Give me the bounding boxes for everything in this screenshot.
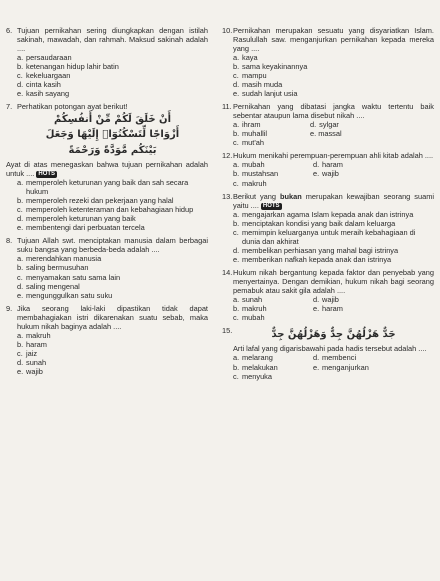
option-letter: d. bbox=[233, 246, 240, 255]
question-number: 14. bbox=[222, 268, 233, 278]
question-stem bbox=[17, 236, 208, 254]
question-stem bbox=[17, 26, 208, 53]
option-b bbox=[233, 129, 434, 138]
option-letter: a. bbox=[233, 353, 240, 363]
option-letter: a. bbox=[233, 209, 240, 219]
option-a bbox=[233, 160, 313, 169]
question-head bbox=[6, 26, 208, 53]
option-e bbox=[233, 89, 434, 98]
option-text: memperoleh rezeki dan pekerjaan yang halal bbox=[26, 196, 174, 206]
question-10 bbox=[222, 26, 434, 98]
stem-text: merupakan kewajiban seorang suami yaitu .... bbox=[233, 191, 434, 210]
option-e bbox=[17, 223, 208, 232]
hots-badge: HOTS bbox=[38, 170, 56, 177]
option-c bbox=[17, 273, 208, 282]
option-letter: a. bbox=[233, 160, 240, 170]
option-letter: c. bbox=[233, 313, 239, 323]
option-e bbox=[17, 89, 208, 98]
option-b bbox=[233, 219, 434, 228]
question-stem bbox=[17, 102, 208, 111]
option-e bbox=[17, 367, 208, 376]
option-text: mengajarkan agama Islam kepada anak dan istrinya bbox=[242, 209, 414, 219]
option-letter: c. bbox=[233, 227, 239, 237]
option-letter: a. bbox=[17, 53, 24, 63]
option-empty bbox=[313, 372, 393, 381]
stem-text: Berikut yang bbox=[233, 191, 281, 201]
question-number: 13. bbox=[222, 191, 233, 201]
stem-text: Tujuan Allah swt. menciptakan manusia dalam berbagai suku bangsa yang berbeda-beda adalah .... bbox=[17, 236, 208, 255]
option-text: persaudaraan bbox=[26, 53, 72, 63]
question-stem bbox=[233, 268, 434, 295]
option-letter: e. bbox=[233, 89, 240, 99]
option-e bbox=[17, 291, 208, 300]
question-number: 8. bbox=[6, 236, 13, 246]
option-letter: d. bbox=[17, 281, 24, 291]
option-letter: e. bbox=[313, 362, 320, 372]
option-a bbox=[233, 353, 313, 362]
option-letter: a. bbox=[17, 178, 24, 188]
option-a bbox=[233, 210, 434, 219]
question-number: 12. bbox=[222, 151, 233, 161]
option-letter: e. bbox=[17, 89, 24, 99]
question-14 bbox=[222, 268, 434, 322]
option-e: e. massal bbox=[310, 129, 342, 139]
option-d bbox=[17, 80, 208, 89]
option-b bbox=[17, 263, 208, 272]
stem-text: Arti lafal yang digarisbawahi pada hadis tersebut adalah .... bbox=[233, 344, 427, 354]
option-a bbox=[17, 178, 208, 196]
option-letter: b. bbox=[233, 218, 240, 228]
option-letter: c. bbox=[233, 71, 239, 81]
option-letter: b. bbox=[233, 62, 240, 72]
stem-text: Pernikahan yang dibatasi jangka waktu tertentu baik sebentar ataupun lama disebut nikah .... bbox=[233, 102, 434, 121]
option-text: memperoleh keturunan yang baik dan sah secara hukum bbox=[26, 178, 189, 197]
option-a bbox=[233, 53, 434, 62]
option-letter: a. bbox=[17, 330, 24, 340]
option-text: kasih sayang bbox=[26, 89, 70, 99]
option-letter: e. bbox=[17, 366, 24, 376]
stem-text: Hukum menikahi perempuan-perempuan ahli kitab adalah .... bbox=[233, 151, 434, 161]
option-text: ketenangan hidup lahir batin bbox=[26, 62, 119, 72]
option-letter: a. bbox=[233, 295, 240, 305]
stem-bold: bukan bbox=[280, 191, 302, 201]
arabic-verse-line: ﺃَﻥْ ﺧَﻠَﻖَ ﻟَﻜُﻢْ ﻣِّﻦْ ﺃَﻧﻔُﺴِﻜُﻢْ bbox=[53, 114, 171, 126]
option-text bbox=[322, 313, 393, 322]
option-grid bbox=[222, 353, 434, 380]
question-11 bbox=[222, 102, 434, 147]
option-c bbox=[17, 205, 208, 214]
question-head bbox=[222, 26, 434, 53]
option-text: haram bbox=[322, 304, 343, 314]
question-12 bbox=[222, 151, 434, 187]
option-text: haram bbox=[322, 160, 343, 170]
question-head bbox=[222, 151, 434, 160]
option-empty bbox=[313, 313, 393, 322]
option-b bbox=[233, 62, 434, 71]
option-text: memimpin keluarganya untuk meraih kebahagiaan di dunia dan akhirat bbox=[242, 227, 416, 246]
stem-after-verse: Ayat di atas menegaskan bahwa tujuan pernikahan adalah untuk .... HOTS bbox=[6, 159, 208, 178]
stem-text: Tujuan pernikahan sering diungkapkan dengan istilah sakinah, mawadah, dan rahmah. Maksud sakinah adalah .... bbox=[17, 26, 208, 54]
option-a bbox=[17, 53, 208, 62]
option-letter: b. bbox=[233, 169, 240, 179]
question-head bbox=[222, 268, 434, 295]
option-text: muhallil bbox=[242, 129, 268, 139]
left-column bbox=[6, 26, 208, 380]
option-text: melakukan bbox=[242, 362, 278, 372]
option-letter: d. bbox=[313, 160, 320, 170]
question-stem bbox=[233, 26, 434, 53]
question-head bbox=[6, 304, 208, 331]
question-number: 7. bbox=[6, 102, 13, 112]
option-letter: e. bbox=[313, 304, 320, 314]
option-text: mubah bbox=[242, 160, 265, 170]
option-text: memperoleh keturunan yang baik bbox=[26, 214, 136, 224]
option-letter: c. bbox=[17, 71, 23, 81]
option-letter: e. bbox=[17, 223, 24, 233]
option-text: saling bermusuhan bbox=[26, 263, 89, 273]
option-letter: b. bbox=[233, 129, 240, 139]
option-text: memberikan nafkah kepada anak dan istrinya bbox=[242, 255, 392, 265]
option-text: sama keyakinannya bbox=[242, 62, 308, 72]
question-8 bbox=[6, 236, 208, 299]
option-letter: d. bbox=[17, 214, 24, 224]
option-text: mampu bbox=[242, 71, 267, 81]
hots-badge: HOTS bbox=[262, 202, 280, 209]
option-b bbox=[17, 62, 208, 71]
option-list bbox=[6, 178, 208, 232]
option-letter: d. bbox=[313, 295, 320, 305]
option-e bbox=[233, 255, 434, 264]
option-text: menganjurkan bbox=[322, 362, 369, 372]
option-c bbox=[233, 71, 434, 80]
option-c bbox=[233, 313, 313, 322]
option-text bbox=[322, 179, 393, 188]
stem-text: Jika seorang laki-laki dipastikan tidak dapat membahagiakan istri dikarenakan suatu sebab, maka hukum nikah baginya adalah .... bbox=[17, 303, 208, 331]
option-text: wajib bbox=[322, 169, 339, 179]
option-letter: a. bbox=[233, 53, 240, 63]
option-text: sylgar bbox=[319, 120, 339, 130]
option-text: haram bbox=[26, 339, 47, 349]
option-text: mut'ah bbox=[242, 138, 264, 148]
option-letter: b. bbox=[17, 62, 24, 72]
question-stem bbox=[17, 304, 208, 331]
option-b bbox=[233, 363, 313, 372]
option-letter: c. bbox=[233, 371, 239, 381]
option-empty bbox=[313, 179, 393, 188]
question-stem bbox=[233, 151, 434, 160]
question-head bbox=[222, 192, 434, 210]
arabic-hadith: ﺟَﺪٌّ ﻫَﺰْﻟُﻬُﻦَّ ﺟِﺪٌّ ﻭَﻫَﺰْﻟُﻬُﻦَّ ﺟِﺪٌّ bbox=[271, 329, 396, 341]
option-text: wajib bbox=[322, 295, 339, 305]
option-text: ihram bbox=[242, 120, 261, 130]
question-head bbox=[6, 236, 208, 254]
option-letter: d. bbox=[17, 80, 24, 90]
option-text: makruh bbox=[242, 304, 267, 314]
question-9 bbox=[6, 304, 208, 376]
option-letter bbox=[313, 179, 322, 188]
option-d bbox=[17, 282, 208, 291]
option-text: mustahsan bbox=[242, 169, 279, 179]
option-list bbox=[6, 254, 208, 299]
option-text: masih muda bbox=[242, 80, 283, 90]
question-head bbox=[222, 102, 434, 120]
option-d bbox=[17, 358, 208, 367]
option-letter: b. bbox=[17, 196, 24, 206]
option-letter: d. bbox=[313, 353, 320, 363]
option-letter: c. bbox=[233, 178, 239, 188]
option-text: mubah bbox=[242, 313, 265, 323]
option-letter: c. bbox=[17, 205, 23, 215]
right-column bbox=[222, 26, 434, 385]
option-grid bbox=[222, 295, 434, 322]
question-number: 10. bbox=[222, 26, 233, 35]
question-13 bbox=[222, 192, 434, 265]
option-b bbox=[233, 304, 313, 313]
question-number: 9. bbox=[6, 303, 13, 313]
option-e bbox=[313, 169, 393, 178]
option-text: menciptakan kondisi yang baik dalam keluarga bbox=[242, 218, 396, 228]
option-text: sunah bbox=[26, 357, 47, 367]
option-c bbox=[233, 179, 313, 188]
option-letter: d. bbox=[233, 80, 240, 90]
option-letter bbox=[313, 372, 322, 381]
option-d bbox=[233, 246, 434, 255]
option-b bbox=[17, 340, 208, 349]
arabic-verse-line: ﺑَﻴْﻨَﻜُﻢ ﻣَّﻮَﺩَّﺓً ﻭَﺭَﺣْﻤَﺔً bbox=[68, 144, 157, 156]
question-head bbox=[222, 326, 434, 353]
option-d bbox=[233, 80, 434, 89]
option-letter: e. bbox=[233, 255, 240, 265]
arabic-verse-line: ﺃَﺯْﻭَﺍﺟًﺎ ﻟِّﺘَﺴْﻜُﻨُﻮٓﺍ۟ ﺇِﻟَﻴْﻬَﺎ ﻭَﺟَﻌَﻞَ bbox=[45, 129, 180, 141]
option-letter: b. bbox=[17, 263, 24, 273]
option-text: cinta kasih bbox=[26, 80, 61, 90]
option-d bbox=[313, 353, 393, 362]
option-letter: e. bbox=[17, 290, 24, 300]
option-d bbox=[313, 295, 393, 304]
option-a bbox=[17, 254, 208, 263]
option-text: menyuka bbox=[242, 371, 272, 381]
option-list bbox=[222, 210, 434, 264]
option-letter: c. bbox=[17, 348, 23, 358]
option-c bbox=[233, 138, 434, 147]
option-text: kaya bbox=[242, 53, 258, 63]
option-letter: a. bbox=[17, 254, 24, 264]
stem-text: Pernikahan merupakan sesuatu yang disyariatkan Islam. Rasulullah saw. menganjurkan pernikahan kepada mereka yang .... bbox=[233, 26, 434, 54]
option-letter: a. bbox=[233, 120, 240, 130]
option-c bbox=[233, 372, 313, 381]
option-e bbox=[313, 304, 393, 313]
option-text: membenci bbox=[322, 353, 357, 363]
option-c bbox=[17, 71, 208, 80]
option-text: sudah lanjut usia bbox=[242, 89, 298, 99]
stem-text: Hukum nikah bergantung kepada faktor dan penyebab yang menyertainya. Dengan demikian, hukum nikah bagi seorang pemabuk atau sakit gila adalah .... bbox=[233, 268, 434, 296]
question-stem bbox=[233, 192, 434, 210]
option-text: makruh bbox=[242, 178, 267, 188]
option-c bbox=[17, 349, 208, 358]
option-letter: b. bbox=[17, 339, 24, 349]
option-a bbox=[17, 331, 208, 340]
question-6 bbox=[6, 26, 208, 98]
option-text: membentengi dari perbuatan tercela bbox=[26, 223, 145, 233]
question-15 bbox=[222, 326, 434, 380]
question-stem bbox=[233, 326, 434, 353]
option-text: kekeluargaan bbox=[26, 71, 71, 81]
option-text: melarang bbox=[242, 353, 273, 363]
option-a bbox=[233, 295, 313, 304]
question-stem bbox=[233, 102, 434, 120]
option-list bbox=[222, 53, 434, 98]
option-letter: c. bbox=[233, 138, 239, 148]
option-letter bbox=[313, 313, 322, 322]
option-a bbox=[233, 120, 434, 129]
option-text: memperoleh ketenteraman dan kebahagiaan hidup bbox=[26, 205, 194, 215]
option-letter: d. bbox=[310, 120, 317, 130]
option-c bbox=[233, 228, 434, 246]
option-d bbox=[313, 160, 393, 169]
option-letter: b. bbox=[233, 304, 240, 314]
option-letter: c. bbox=[17, 272, 23, 282]
question-number: 11. bbox=[222, 102, 232, 112]
option-text: merendahkan manusia bbox=[26, 254, 102, 264]
option-letter: e. bbox=[313, 169, 320, 179]
option-b bbox=[233, 169, 313, 178]
question-7 bbox=[6, 102, 208, 232]
option-text: menyamakan satu sama lain bbox=[26, 272, 121, 282]
option-text: membelikan perhiasan yang mahal bagi istrinya bbox=[242, 246, 399, 255]
option-text: makruh bbox=[26, 330, 51, 340]
option-list bbox=[222, 120, 434, 147]
option-text bbox=[322, 372, 393, 381]
option-text: mengunggulkan satu suku bbox=[26, 290, 113, 300]
option-e bbox=[313, 363, 393, 372]
option-letter: b. bbox=[233, 362, 240, 372]
option-list bbox=[6, 53, 208, 98]
option-d bbox=[310, 120, 339, 129]
option-letter: d. bbox=[17, 357, 24, 367]
option-text: jaiz bbox=[26, 348, 38, 358]
option-text: sunah bbox=[242, 295, 263, 305]
question-number: 15. bbox=[222, 326, 233, 336]
question-head bbox=[6, 102, 208, 111]
option-d bbox=[17, 214, 208, 223]
option-text: wajib bbox=[26, 366, 43, 376]
option-grid bbox=[222, 160, 434, 187]
option-list bbox=[6, 331, 208, 376]
question-number: 6. bbox=[6, 26, 13, 35]
option-b bbox=[17, 196, 208, 205]
stem-text: Perhatikan potongan ayat berikut! bbox=[17, 102, 128, 112]
option-text: saling mengenal bbox=[26, 281, 80, 291]
